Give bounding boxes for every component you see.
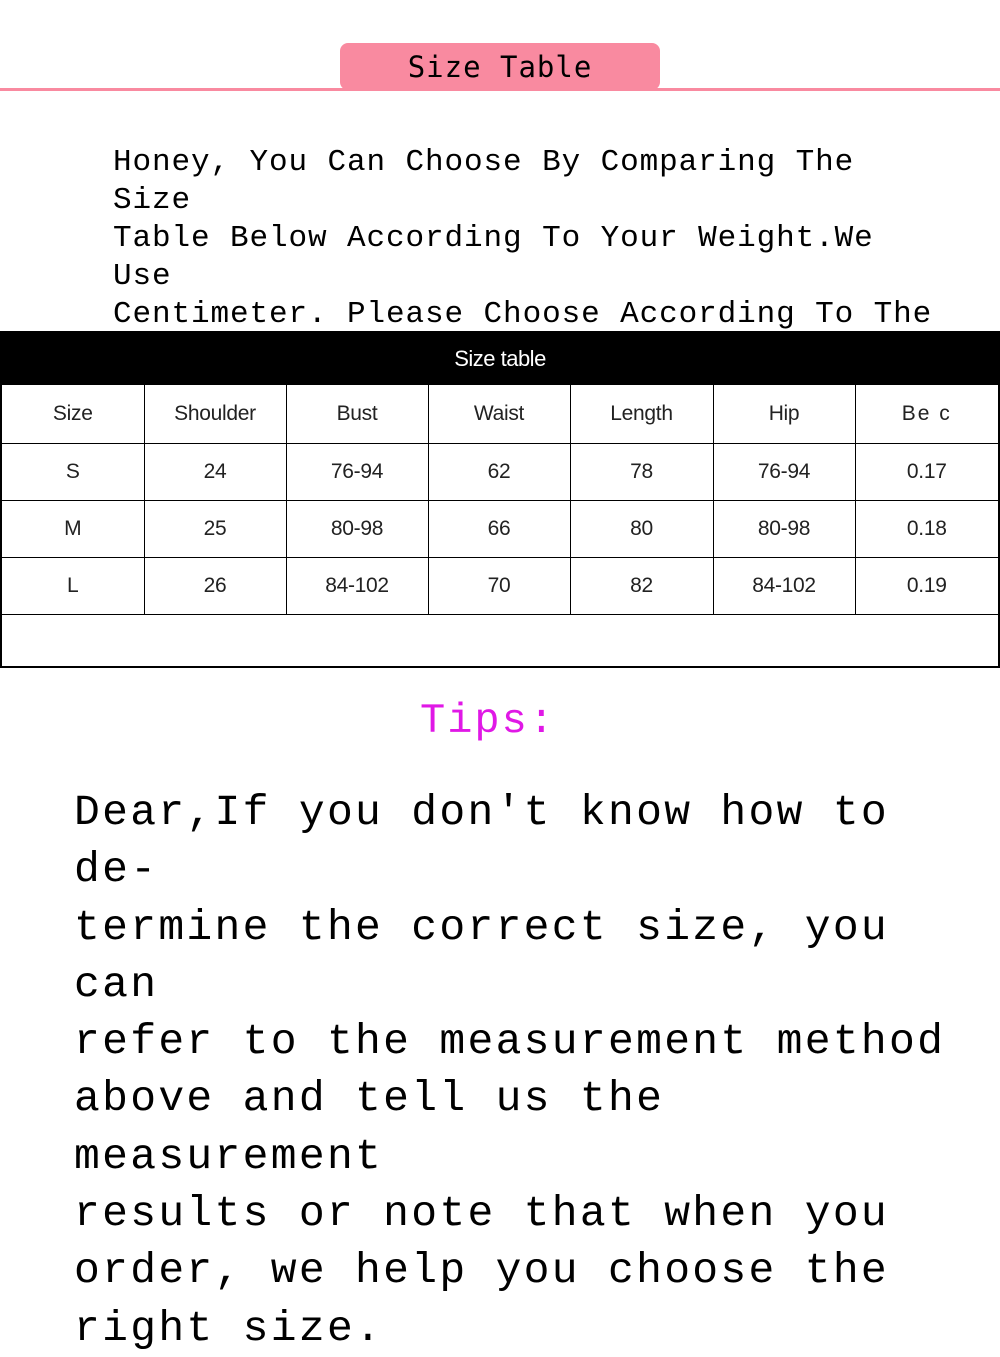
table-row-empty [2,615,998,669]
size-table-caption: Size table [2,333,998,385]
table-cell: 0.19 [855,558,998,615]
column-header-waist: Waist [428,385,570,444]
column-header-size: Size [2,385,144,444]
table-cell: 84-102 [286,558,428,615]
column-header-hip: Hip [713,385,855,444]
section-title-badge [340,43,660,90]
table-cell: 62 [428,444,570,501]
table-cell-empty [2,615,998,669]
table-cell: M [2,501,144,558]
column-header-last: Be c [855,385,998,444]
table-cell: 80-98 [713,501,855,558]
table-cell: 0.17 [855,444,998,501]
column-header-shoulder: Shoulder [144,385,286,444]
table-cell: S [2,444,144,501]
table-row [2,501,998,558]
table-cell: 84-102 [713,558,855,615]
table-cell: 80 [570,501,713,558]
table-cell: 26 [144,558,286,615]
column-header-bust: Bust [286,385,428,444]
table-cell: 66 [428,501,570,558]
table-cell: L [2,558,144,615]
table-cell: 76-94 [713,444,855,501]
table-cell: 78 [570,444,713,501]
size-table [0,331,1000,668]
table-cell: 70 [428,558,570,615]
table-cell: 24 [144,444,286,501]
column-header-length: Length [570,385,713,444]
intro-text: Honey, You Can Choose By Comparing The Size Table Below According To Your Weight.We Use Centimeter. Please Choose According To The [113,145,933,332]
table-row [2,444,998,501]
table-cell: 80-98 [286,501,428,558]
table-cell: 82 [570,558,713,615]
section-title: Size Table [407,49,593,84]
size-table-grid [2,385,998,668]
tips-title: Tips: [419,697,557,745]
table-cell: 0.18 [855,501,998,558]
tips-text: Dear,If you don't know how to de- termine the correct size, you can refer to the measurement method above and tell us the measurement results or note that when you order, we help you choose the right size. [74,788,946,1353]
table-header-row [2,385,998,444]
table-cell: 76-94 [286,444,428,501]
table-row [2,558,998,615]
table-cell: 25 [144,501,286,558]
